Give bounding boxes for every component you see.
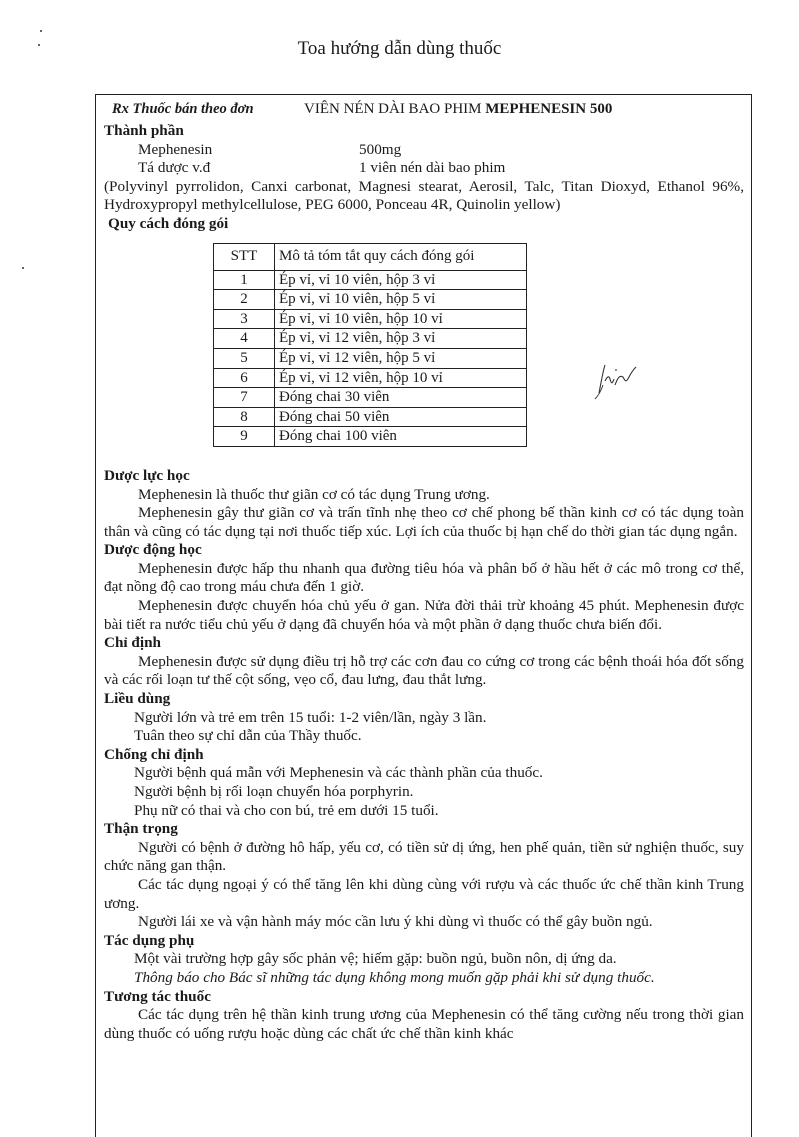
scan-speck <box>40 30 42 32</box>
header-row <box>104 96 744 122</box>
product-prefix: VIÊN NÉN DÀI BAO PHIM <box>304 101 482 117</box>
paragraph: Phụ nữ có thai và cho con bú, trẻ em dưới 15 tuổi. <box>134 801 439 819</box>
row-number: 4 <box>214 329 275 349</box>
row-description: Đóng chai 100 viên <box>275 427 527 447</box>
section-heading-precautions: Thận trọng <box>104 820 178 838</box>
ingredient-amount: 500mg <box>359 140 402 158</box>
paragraph: Người bệnh bị rối loạn chuyển hóa porphyrin. <box>134 783 414 800</box>
leaflet-content <box>104 96 744 1043</box>
row-description: Ép vỉ, vỉ 10 viên, hộp 3 vỉ <box>275 270 527 290</box>
paragraph: Người có bệnh ở đường hô hấp, yếu cơ, có tiền sử dị ứng, hen phế quản, tiền sử nghiện thuốc, suy chức năng gan thận. <box>104 838 744 875</box>
paragraph: Người bệnh quá mẫn với Mephenesin và các thành phần của thuốc. <box>134 764 543 782</box>
paragraph: Các tác dụng ngoại ý có thể tăng lên khi dùng cùng với rượu và các thuốc ức chế thần kinh Trung ương. <box>104 875 744 912</box>
row-description: Ép vỉ, vỉ 10 viên, hộp 10 vỉ <box>275 309 527 329</box>
table-row <box>214 348 527 368</box>
paragraph: Một vài trường hợp gây sốc phản vệ; hiếm gặp: buồn ngủ, buồn nôn, dị ứng da. <box>134 950 617 968</box>
row-number: 5 <box>214 348 275 368</box>
section-heading-indications: Chỉ định <box>104 634 161 652</box>
table-row <box>214 407 527 427</box>
column-header-description: Mô tả tóm tắt quy cách đóng gói <box>275 243 527 270</box>
table-row <box>214 368 527 388</box>
section-heading-pharmacokinetics: Dược động học <box>104 541 202 559</box>
row-number: 1 <box>214 270 275 290</box>
section-heading-interactions: Tương tác thuốc <box>104 987 211 1005</box>
section-heading-dosage: Liều dùng <box>104 690 171 708</box>
paragraph: Tuân theo sự chỉ dẫn của Thầy thuốc. <box>134 727 362 745</box>
row-number: 8 <box>214 407 275 427</box>
row-number: 7 <box>214 388 275 408</box>
section-heading-side-effects: Tác dụng phụ <box>104 931 195 949</box>
ingredient-row <box>104 141 744 160</box>
ingredient-row <box>104 159 744 178</box>
row-description: Ép vỉ, vỉ 12 viên, hộp 5 vỉ <box>275 348 527 368</box>
table-header-row <box>214 243 527 270</box>
paragraph-italic-note: Thông báo cho Bác sĩ những tác dụng không mong muốn gặp phải khi sử dụng thuốc. <box>134 968 655 986</box>
excipients-list: (Polyvinyl pyrrolidon, Canxi carbonat, Magnesi stearat, Aerosil, Talc, Titan Dioxyd, Ethanol 96%, Hydroxypropyl methylcellulose, PEG 6000, Ponceau 4R, Quinolin yellow) <box>104 177 744 214</box>
ingredient-name: Tá dược v.đ <box>138 159 211 177</box>
section-heading-composition: Thành phần <box>104 122 184 139</box>
row-description: Ép vỉ, vỉ 12 viên, hộp 10 vỉ <box>275 368 527 388</box>
table-row <box>214 290 527 310</box>
ingredient-name: Mephenesin <box>138 140 213 158</box>
row-description: Đóng chai 50 viên <box>275 407 527 427</box>
table-row <box>214 309 527 329</box>
paragraph: Mephenesin là thuốc thư giãn cơ có tác dụng Trung ương. <box>138 485 490 503</box>
section-heading-packaging: Quy cách đóng gói <box>108 214 229 232</box>
table-row <box>214 427 527 447</box>
section-heading-pharmacodynamics: Dược lực học <box>104 466 190 484</box>
row-number: 2 <box>214 290 275 310</box>
row-description: Đóng chai 30 viên <box>275 388 527 408</box>
paragraph: Mephenesin được sử dụng điều trị hỗ trợ các cơn đau co cứng cơ trong các bệnh thoái hóa đốt sống và các rối loạn tư thế cột sống, vẹo cổ, đau lưng, đau thắt lưng. <box>104 652 744 689</box>
paragraph: Mephenesin gây thư giãn cơ và trấn tĩnh nhẹ theo cơ chế phong bế thần kinh cơ có tác dụng toàn thân và cũng có tác dụng tại nơi thuốc tiếp xúc. Lợi ích của thuốc bị hạn chế do thời gian tác dụng ngắn. <box>104 504 744 540</box>
section-heading-contraindications: Chống chỉ định <box>104 745 204 763</box>
row-number: 6 <box>214 368 275 388</box>
ingredient-amount: 1 viên nén dài bao phim <box>359 159 506 177</box>
product-title <box>304 100 612 119</box>
scan-speck <box>22 267 24 269</box>
table-row <box>214 270 527 290</box>
table-row <box>214 329 527 349</box>
paragraph: Mephenesin được hấp thu nhanh qua đường tiêu hóa và phân bố ở hầu hết ở các mô trong cơ thể, đạt nồng độ cao trong máu chưa đến 1 giờ. <box>104 559 744 596</box>
row-number: 9 <box>214 427 275 447</box>
row-description: Ép vỉ, vỉ 12 viên, hộp 3 vỉ <box>275 329 527 349</box>
paragraph: Các tác dụng trên hệ thần kinh trung ương của Mephenesin có thể tăng cường nếu trong thời gian dùng thuốc có uống rượu hoặc dùng các chất ức chế thần kinh khác <box>104 1006 744 1042</box>
paragraph: Người lớn và trẻ em trên 15 tuổi: 1-2 viên/lần, ngày 3 lần. <box>134 708 487 726</box>
column-header-stt: STT <box>214 243 275 270</box>
paragraph: Người lái xe và vận hành máy móc cần lưu ý khi dùng vì thuốc có thể gây buồn ngủ. <box>138 913 653 931</box>
table-row <box>214 388 527 408</box>
row-description: Ép vỉ, vỉ 10 viên, hộp 5 vỉ <box>275 290 527 310</box>
row-number: 3 <box>214 309 275 329</box>
paragraph: Mephenesin được chuyển hóa chủ yếu ở gan. Nửa đời thải trừ khoảng 45 phút. Mephenesin được bài tiết ra nước tiểu chủ yếu ở dạng đã chuyển hóa và một phần ở dạng thuốc chưa biến đổi. <box>104 597 744 633</box>
page-title: Toa hướng dẫn dùng thuốc <box>297 38 502 59</box>
product-name: MEPHENESIN 500 <box>485 101 613 117</box>
prescription-label: Rx Thuốc bán theo đơn <box>112 101 254 117</box>
packaging-table <box>213 243 527 447</box>
